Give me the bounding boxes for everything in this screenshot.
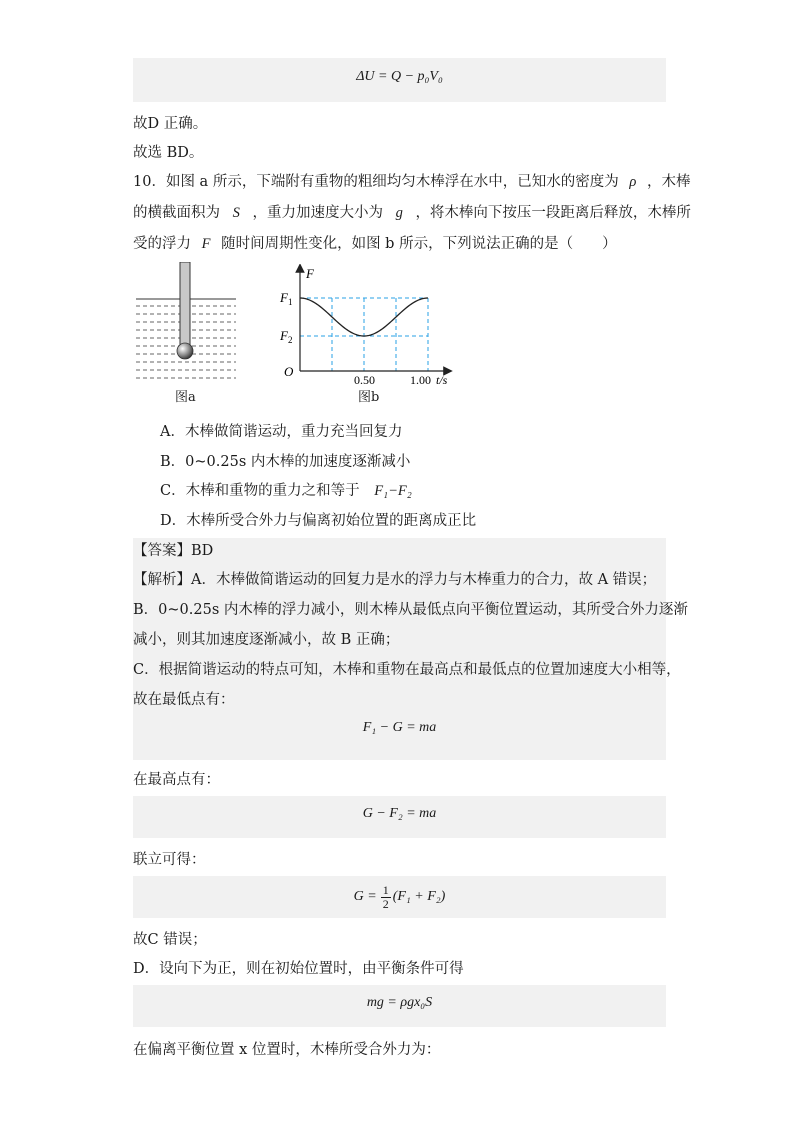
- eq3-fraction: [381, 884, 391, 911]
- question-line-1: [133, 172, 691, 192]
- text-d-correct: 故D 正确。: [133, 116, 208, 132]
- analysis-line-6: 在最高点有：: [133, 772, 220, 788]
- q-l3b: 随时间周期性变化，如图 b 所示，下列说法正确的是（ ）: [221, 236, 617, 252]
- analysis-line-2: B．0~0.25s 内木棒的浮力减小，则木棒从最低点向平衡位置运动，其所受合外力逐渐: [133, 602, 688, 618]
- wooden-rod: [180, 262, 190, 350]
- origin-label: O: [284, 364, 294, 379]
- eq3-num: 1: [382, 882, 389, 897]
- figure-b-label: 图b: [358, 390, 380, 405]
- weight-ball: [177, 343, 193, 359]
- label-F1-main: F: [280, 290, 288, 305]
- q-rho: ρ: [629, 174, 637, 190]
- q-l2c: ，将木棒向下按压一段距离后释放，木棒所: [415, 205, 691, 221]
- q-l2b: ，重力加速度大小为: [252, 205, 383, 221]
- analysis-line-7: 联立可得：: [133, 852, 206, 868]
- figure-b: [276, 264, 476, 386]
- q-l1a: 10．如图 a 所示，下端附有重物的粗细均匀木棒浮在水中，已知水的密度为: [133, 174, 619, 190]
- grid-lines: [300, 298, 428, 371]
- q-l2a: 的横截面积为: [133, 205, 220, 221]
- option-b[interactable]: B．0~0.25s 内木棒的加速度逐渐减小: [160, 454, 411, 470]
- analysis-line-10: 在偏离平衡位置 x 位置时，木棒所受合外力为：: [133, 1042, 441, 1058]
- option-c[interactable]: [160, 481, 412, 501]
- option-c-formula: F₁−F₂: [374, 483, 412, 499]
- analysis-line-8: 故C 错误；: [133, 932, 207, 948]
- question-line-2: [133, 203, 691, 223]
- axis-label-x: t/s: [436, 373, 448, 386]
- option-c-text: C．木棒和重物的重力之和等于: [160, 483, 360, 499]
- analysis-line-5: 故在最低点有：: [133, 692, 235, 708]
- option-a[interactable]: A．木棒做简谐运动，重力充当回复力: [160, 424, 403, 440]
- text-choose: 故选 BD。: [133, 145, 204, 161]
- analysis-line-4: C．根据简谐运动的特点可知，木棒和重物在最高点和最低点的位置加速度大小相等，: [133, 662, 681, 678]
- label-F1-sub: 1: [287, 297, 293, 307]
- option-d[interactable]: D．木棒所受合外力与偏离初始位置的距离成正比: [160, 513, 477, 529]
- equation-4: mg = ρgx₀S: [366, 995, 433, 1010]
- eq3-den: 2: [382, 896, 389, 911]
- analysis-line-1: 【解析】A．木棒做简谐运动的回复力是水的浮力与木棒重力的合力，故 A 错误；: [133, 572, 657, 588]
- axis-label-y: F: [306, 266, 314, 281]
- label-F2: [279, 328, 292, 345]
- q-F: F: [201, 236, 211, 252]
- q-l1b: ，木棒: [647, 174, 691, 190]
- tick-050: 0.50: [354, 373, 375, 386]
- force-curve: [300, 298, 428, 336]
- equation-2: G − F₂ = ma: [362, 806, 437, 821]
- analysis-line-3: 减小，则其加速度逐渐减小，故 B 正确；: [133, 632, 400, 648]
- equation-top: ΔU = Q − p₀V₀: [356, 69, 443, 84]
- figure-a: [136, 262, 240, 384]
- figure-a-label: 图a: [175, 390, 196, 405]
- eq3-rhs: (F₁ + F₂): [392, 889, 446, 904]
- q-S: S: [232, 205, 240, 221]
- question-line-3: [133, 234, 673, 254]
- q-l3a: 受的浮力: [133, 236, 191, 252]
- answer: 【答案】BD: [133, 543, 214, 559]
- label-F2-main: F: [280, 328, 288, 343]
- analysis-line-9: D．设向下为正，则在初始位置时，由平衡条件可得: [133, 961, 464, 977]
- eq3-lhs: G =: [353, 889, 377, 904]
- label-F2-sub: 2: [287, 335, 293, 345]
- tick-100: 1.00: [410, 373, 431, 386]
- equation-1: F₁ − G = ma: [362, 720, 437, 735]
- q-g: g: [395, 205, 403, 221]
- equation-3: [133, 876, 666, 918]
- label-F1: [279, 290, 292, 307]
